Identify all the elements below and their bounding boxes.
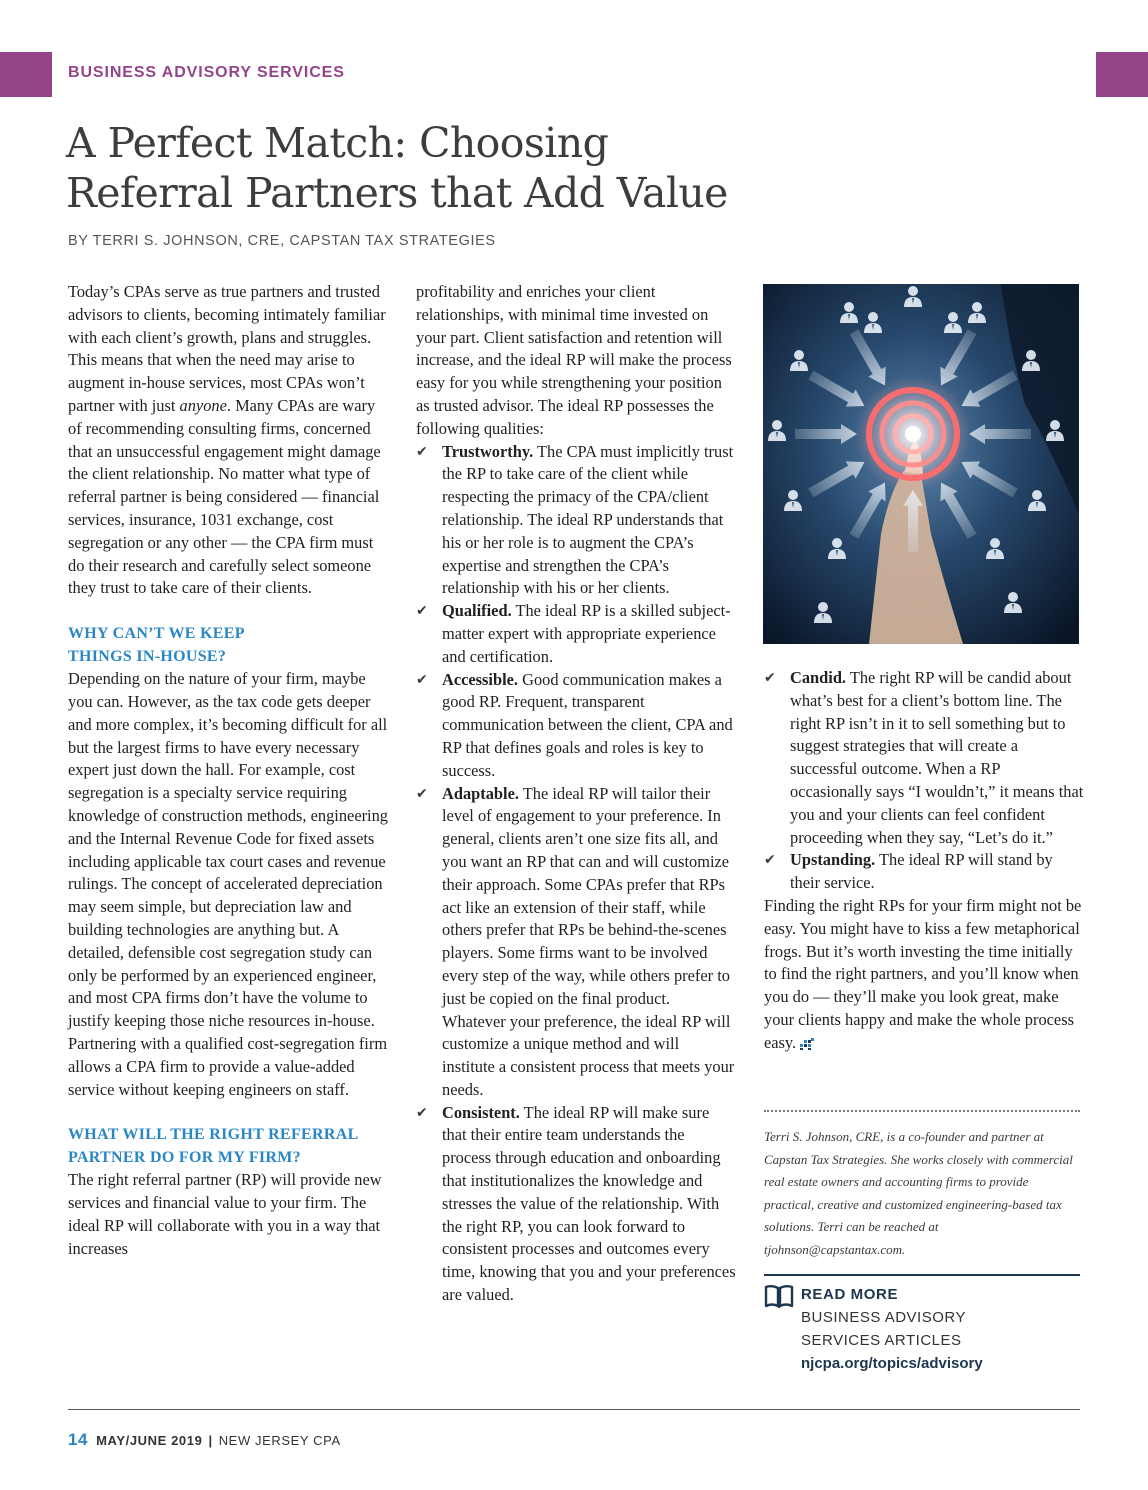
target-network-illustration xyxy=(763,284,1079,644)
intro-text-a: Today’s CPAs serve as true partners and trusted advisors to clients, becoming intimately familiar with each client’s growth, plans and struggles. This means that when the need may arise to augment in-house services, most CPAs won’t partner with just xyxy=(68,282,386,415)
column-2 xyxy=(416,281,736,1307)
subheading-in-house-line-2: THINGS IN-HOUSE? xyxy=(68,648,227,666)
byline: BY TERRI S. JOHNSON, CRE, CAPSTAN TAX STRATEGIES xyxy=(68,233,496,249)
page-number: 14 xyxy=(68,1430,89,1449)
quality-term: Accessible. xyxy=(442,669,519,689)
article-headline xyxy=(66,118,826,218)
right-partner-paragraph: The right referral partner (RP) will provide new services and financial value to your firm. The ideal RP will collaborate with you in a way that increases xyxy=(68,1170,382,1258)
quality-text: The ideal RP will make sure that their entire team understands the process through education and onboarding that institutionalizes the knowledge and stresses the value of the relationship. With the right RP, you can look forward to consistent processes and outcomes every time, knowing that you and your preferences are valued. xyxy=(442,1102,736,1305)
intro-paragraph xyxy=(68,281,388,600)
quality-item xyxy=(416,441,736,601)
subheading-right-partner-line-2: PARTNER DO FOR MY FIRM? xyxy=(68,1149,301,1167)
in-house-paragraph: Depending on the nature of your firm, maybe you can. However, as the tax code gets deeper and more complex, it’s becoming difficult for all but the largest firms to have every necessary expert just down the hall. For example, cost segregation is a specialty service requiring knowledge of construction methods, engineering and the Internal Revenue Code for fixed assets including applicable tax court cases and revenue rulings. The concept of accelerated depreciation may seem simple, but depreciation law and building technologies are anything but. A detailed, defensible cost segregation study can only be performed by an experienced engineer, and most CPA firms don’t have the volume to justify keeping those niche resources in-house. Partnering with a qualified cost-segregation firm allows a CPA firm to provide a value-added service without keeping engineers on staff. xyxy=(68,669,388,1099)
hero-image-target-network xyxy=(763,284,1079,644)
footer-separator: | xyxy=(208,1433,213,1448)
quality-item xyxy=(416,783,736,1102)
headline-line-2: Referral Partners that Add Value xyxy=(66,169,728,217)
quality-term: Candid. xyxy=(790,668,847,687)
quality-text: The right RP will be candid about what’s best for a client’s bottom line. The right RP isn’t in it to sell something but to suggest strategies that will create a successful outcome. When a RP occasionally says “I wouldn’t,” it means that you and your clients can feel confident proceeding when they say, “Let’s do it.” xyxy=(790,668,1084,847)
author-bio: Terri S. Johnson, CRE, is a co-founder and partner at Capstan Tax Strategies. She works closely with commercial real estate owners and accounting firms to provide practical, creative and customized engineering-based tax solutions. Terri can be reached at tjohnson@capstantax.com. xyxy=(764,1129,1073,1257)
quality-term: Adaptable. xyxy=(442,783,519,803)
quality-item xyxy=(416,1102,736,1307)
issue-date: MAY/JUNE 2019 xyxy=(96,1433,203,1448)
subheading-right-partner xyxy=(68,1123,388,1169)
quality-item xyxy=(416,669,736,783)
section-label: BUSINESS ADVISORY SERVICES xyxy=(68,64,345,81)
quality-term: Qualified. xyxy=(442,601,512,621)
read-more-line-1: BUSINESS ADVISORY xyxy=(801,1309,966,1326)
qualities-list xyxy=(416,441,736,1307)
qualities-list-continued xyxy=(764,667,1084,895)
quality-text: The CPA must implicitly trust the RP to take care of the client while respecting the primacy of the CPA/client relationship. The ideal RP understands that his or her role is to augment the CPA’s expertise and strengthen the CPA’s relationship with his or her clients. xyxy=(442,441,734,598)
quality-text: The ideal RP will stand by their service. xyxy=(790,850,1053,893)
read-more-link[interactable]: njcpa.org/topics/advisory xyxy=(801,1355,983,1372)
quality-text: The ideal RP is a skilled subject-matter expert with appropriate experience and certification. xyxy=(442,601,731,666)
read-more-divider xyxy=(764,1274,1080,1276)
book-icon xyxy=(764,1284,794,1310)
subheading-right-partner-line-1: WHAT WILL THE RIGHT REFERRAL xyxy=(68,1126,359,1144)
check-icon: ✔ xyxy=(416,443,428,460)
quality-term: Upstanding. xyxy=(790,850,876,870)
quality-item xyxy=(416,600,736,668)
quality-text: Good communication makes a good RP. Frequent, transparent communication between the client, CPA and RP that defines goals and roles is key to success. xyxy=(442,669,733,780)
read-more-line-2: SERVICES ARTICLES xyxy=(801,1332,962,1349)
section-tab-right xyxy=(1096,52,1148,97)
bio-divider xyxy=(764,1110,1080,1112)
intro-text-b: . Many CPAs are wary of recommending consulting firms, concerned that an unsuccessful engagement might damage the client relationship. No matter what type of referral partner is being considered — financial services, insurance, 1031 exchange, cost segregation or any other — the CPA firm must do their research and carefully select someone they trust to take care of their clients. xyxy=(68,395,381,598)
check-icon: ✔ xyxy=(764,670,776,686)
check-icon: ✔ xyxy=(416,603,428,620)
column-3 xyxy=(764,667,1084,1055)
read-more-title: READ MORE xyxy=(801,1286,899,1303)
column-1 xyxy=(68,281,388,1260)
quality-item xyxy=(764,849,1084,895)
quality-term: Trustworthy. xyxy=(442,441,534,461)
quality-term: Consistent. xyxy=(442,1102,520,1122)
subheading-in-house xyxy=(68,622,388,668)
publication-name: NEW JERSEY CPA xyxy=(218,1433,341,1448)
check-icon: ✔ xyxy=(416,671,428,688)
page-footer xyxy=(68,1430,341,1450)
check-icon: ✔ xyxy=(764,852,776,869)
qualities-intro-paragraph: profitability and enriches your client relationships, with minimal time invested on your part. Client satisfaction and retention will increase, and the ideal RP will make the process easy for you while strengthening your position as trusted advisor. The ideal RP possesses the following qualities: xyxy=(416,282,732,438)
end-mark-icon xyxy=(800,1038,814,1050)
quality-item xyxy=(764,667,1084,849)
headline-line-1: A Perfect Match: Choosing xyxy=(66,119,609,167)
section-tab-left xyxy=(0,52,52,97)
closing-text: Finding the right RPs for your firm might not be easy. You might have to kiss a few metaphorical frogs. But it’s worth investing the time initially to find the right partners, and you’ll know when you do — they’ll make you look great, make your clients happy and make the whole process easy. xyxy=(764,895,1082,1052)
check-icon: ✔ xyxy=(416,1104,428,1121)
closing-paragraph xyxy=(764,895,1084,1055)
quality-text: The ideal RP will tailor their level of engagement to your preference. In general, clients aren’t one size fits all, and you want an RP that can and will customize their approach. Some CPAs prefer that RPs act like an extension of their staff, while others prefer that RPs be behind-the-scenes players. Some firms want to be involved every step of the way, while others prefer to just be copied on the final product. Whatever your preference, the ideal RP will customize a unique method and will institute a consistent process that meets your needs. xyxy=(442,783,735,1099)
subheading-in-house-line-1: WHY CAN’T WE KEEP xyxy=(68,625,245,643)
footer-rule xyxy=(68,1409,1080,1410)
check-icon: ✔ xyxy=(416,785,428,802)
intro-emphasis: anyone xyxy=(179,395,227,415)
